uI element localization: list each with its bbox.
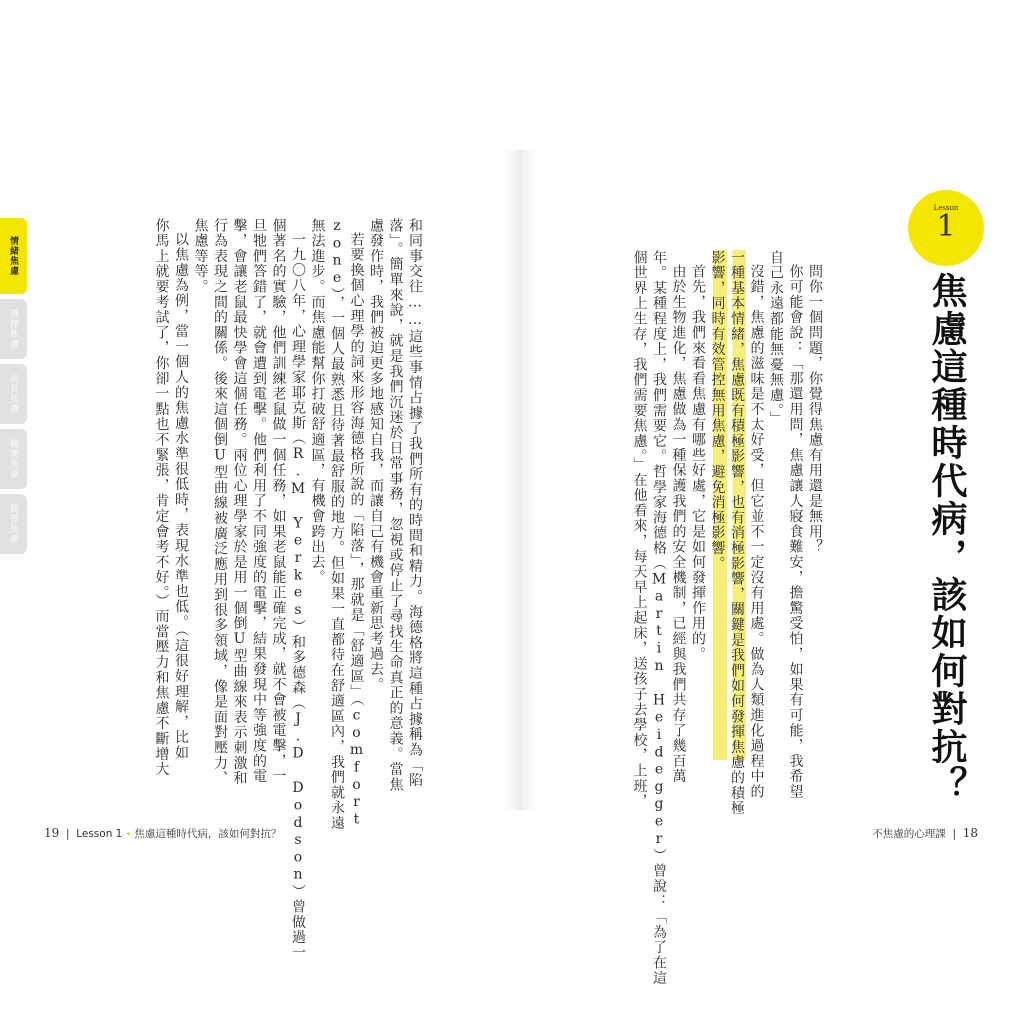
- tab-growth-anxiety[interactable]: 成長焦慮: [0, 364, 27, 424]
- text-line: 落」。簡單來說，就是我們沉迷於日常事務，忽視或停止了尋找生命真正的意義。當焦: [387, 218, 404, 793]
- text-line: 個著名的實驗，他們訓練老鼠做一個任務，如果老鼠能正確完成，就不會被電擊，一: [270, 218, 287, 785]
- lesson-number: 1: [936, 209, 956, 244]
- text-line: 無法進步。而焦慮能幫你打破舒適區，有機會跨出去。: [309, 218, 326, 586]
- text-line: 影響，同時有效管控無用焦慮，避免消極影響。: [707, 250, 727, 760]
- tab-choice-anxiety[interactable]: 選擇焦慮: [0, 299, 27, 359]
- text-line: zone），一個人最熟悉且待著最舒服的地方。但如果一直都待在舒適區內，我們就永遠: [329, 218, 345, 831]
- text-line: 一九〇八年，心理學家耶克斯（R.M Yerkes）和多德森（J.D Dodson）曾做過一: [290, 232, 306, 961]
- text-line: 旦牠們答錯了，就會遭到電擊。他們利用了不同強度的電擊，結果發現中等強度的電: [251, 218, 267, 785]
- tab-relationship-anxiety[interactable]: 關係焦慮: [0, 494, 27, 554]
- left-page-number: 19: [44, 826, 60, 840]
- footer-separator: |: [65, 828, 70, 840]
- text-line: 首先，我們來看看焦慮有哪些好處，它是如何發揮作用的。: [690, 264, 706, 662]
- footer-dot-icon: •: [125, 830, 132, 840]
- page-gutter-shadow: [505, 150, 535, 810]
- left-footer: [44, 826, 281, 841]
- right-page-body: [629, 250, 824, 986]
- text-line: 問你一個問題，你覺得焦慮有用還是無用？: [807, 264, 823, 555]
- text-line: 由於生物進化，焦慮做為一種保護我們的安全機制，已經與我們共存了幾百萬: [670, 264, 687, 785]
- text-line: 一種基本情緒，焦慮既有積極影響，也有消極影響，關鍵是我們如何發揮焦慮的積極: [727, 250, 747, 760]
- lesson-badge: [908, 190, 984, 266]
- right-page-number: 18: [962, 826, 978, 840]
- text-line: 自己永遠都能無憂無慮。」: [768, 250, 784, 427]
- tab-emotional-anxiety[interactable]: 情緒焦慮: [0, 218, 27, 294]
- tab-career-anxiety[interactable]: 職業焦慮: [0, 429, 27, 489]
- text-line: 慮發作時，我們被迫更多地感知自我，而讓自己有機會重新思考過去。: [368, 218, 384, 693]
- text-line: 焦慮等等。: [192, 218, 209, 295]
- right-footer: [872, 826, 978, 841]
- chapter-tabs: [0, 218, 27, 559]
- text-line: 擊，會讓老鼠最快學會這個任務。兩位心理學家於是用一個倒U型曲線來表示刺激和: [231, 218, 248, 787]
- lesson-label: Lesson: [933, 204, 959, 212]
- footer-separator: |: [952, 828, 957, 840]
- text-line: 個世界上生存，我們需要焦慮。」在他看來，每天早上起床，送孩子去學校，上班，: [631, 250, 648, 810]
- text-line: 以焦慮為例，當一個人的焦慮水準很低時，表現水準也低。（這很好理解，比如: [173, 232, 189, 761]
- footer-lesson-label: Lesson 1: [76, 828, 123, 840]
- text-line: 年。某種程度上，我們需要它。哲學家海德格（Martin Heidegger）曾說：「為了在這: [651, 250, 667, 986]
- text-line: 若要換個心理學的詞來形容海德格所說的「陷落」，那就是「舒適區」（comfort: [348, 232, 365, 829]
- text-line: 和同事交往……這些事情占據了我們所有的時間和精力。海德格將這種占據稱為「陷: [407, 218, 423, 789]
- footer-lesson-title: 焦慮這種時代病，該如何對抗？: [134, 828, 282, 840]
- text-line: 沒錯，焦慮的滋味是不太好受，但它並不一定沒有用處。做為人類進化過程中的: [748, 264, 765, 800]
- text-line: 你馬上就要考試了，你卻一點也不緊張，肯定會考不好。）而當壓力和焦慮不斷增大: [153, 218, 170, 778]
- chapter-title: 焦慮這種時代病，該如何對抗？: [926, 272, 967, 804]
- footer-book-title: 不焦慮的心理課: [872, 828, 946, 840]
- text-line: 你可能會說：「那還用問，焦慮讓人寢食難安，擔驚受怕，如果有可能，我希望: [787, 264, 804, 800]
- text-line: 行為表現之間的關係。後來這個倒U型曲線被廣泛應用到很多領域，像是面對壓力、: [212, 218, 228, 787]
